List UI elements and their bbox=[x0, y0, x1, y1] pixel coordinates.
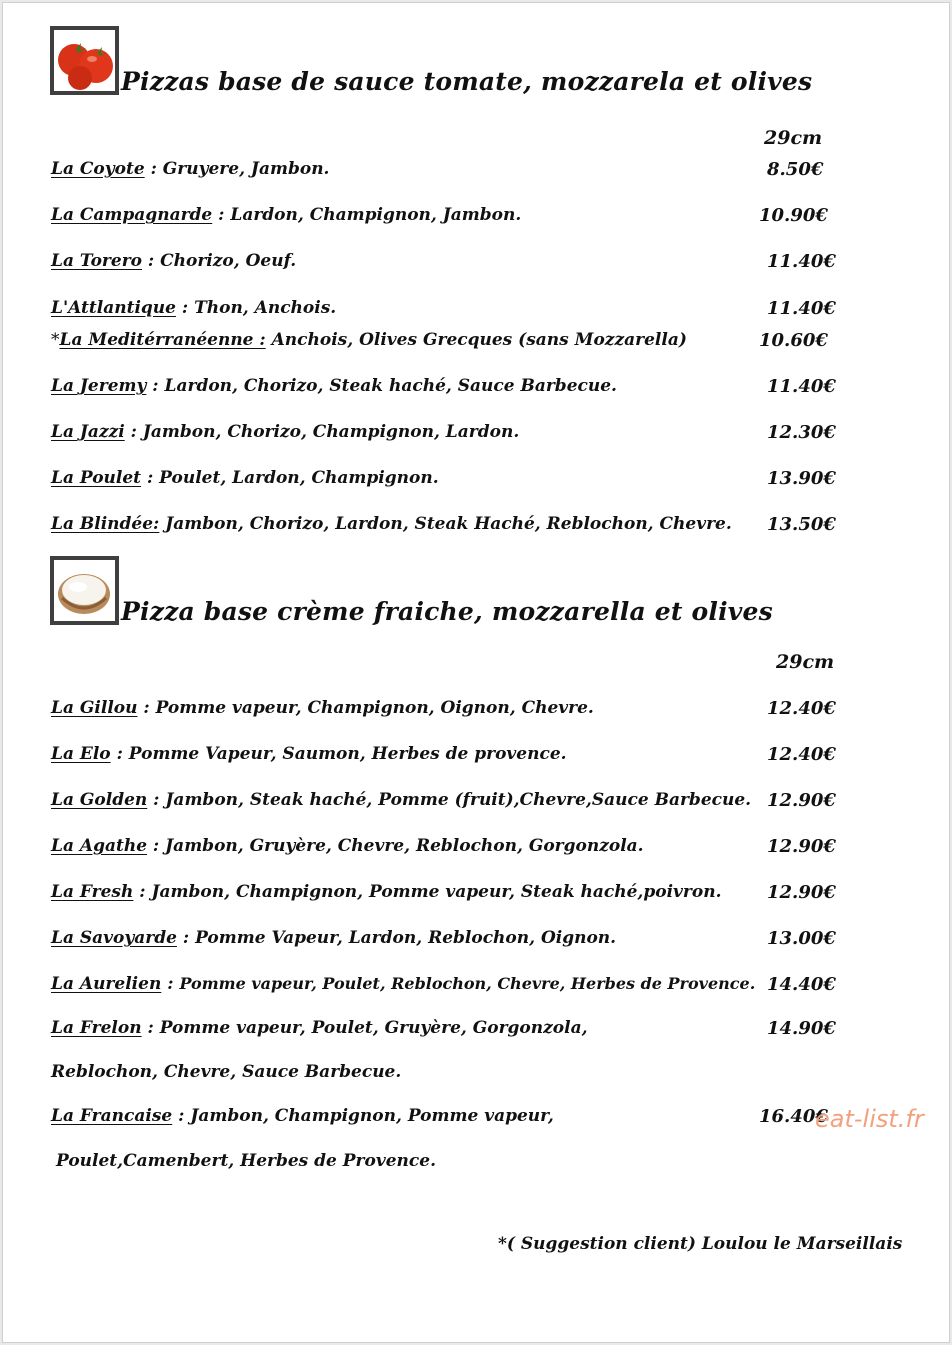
item-description: Gruyere, Jambon. bbox=[162, 159, 330, 179]
section-title-cream: Pizza base crème fraiche, mozzarella et olives bbox=[121, 597, 773, 626]
item-description: Jambon, Chorizo, Lardon, Steak Haché, Reblochon, Chevre. bbox=[165, 514, 732, 534]
item-description: Jambon, Gruyère, Chevre, Reblochon, Gorgonzola. bbox=[165, 836, 644, 856]
item-name: La Francaise bbox=[51, 1106, 173, 1126]
cream-bowl-icon bbox=[50, 556, 119, 625]
item-price: 14.40€ bbox=[767, 974, 836, 995]
item-description: Jambon, Chorizo, Champignon, Lardon. bbox=[142, 422, 520, 442]
item-description: Pomme Vapeur, Lardon, Reblochon, Oignon. bbox=[195, 928, 617, 948]
item-description: Poulet, Lardon, Champignon. bbox=[159, 468, 439, 488]
item-name: La Golden bbox=[51, 790, 148, 810]
menu-item: La Jeremy : Lardon, Chorizo, Steak haché, Sauce Barbecue. 11.40€ bbox=[51, 376, 836, 397]
item-name: La Savoyarde bbox=[51, 928, 177, 948]
item-name: La Gillou bbox=[51, 698, 138, 718]
item-description-continued: Reblochon, Chevre, Sauce Barbecue. bbox=[51, 1062, 402, 1082]
menu-item: La Gillou : Pomme vapeur, Champignon, Oignon, Chevre. 12.40€ bbox=[51, 698, 836, 719]
item-price: 12.90€ bbox=[767, 882, 836, 903]
menu-item: La Campagnarde : Lardon, Champignon, Jambon. 10.90€ bbox=[51, 205, 828, 226]
item-name: La Fresh bbox=[51, 882, 134, 902]
item-description: Thon, Anchois. bbox=[194, 298, 337, 318]
menu-page bbox=[2, 2, 950, 1343]
menu-item: La Fresh : Jambon, Champignon, Pomme vapeur, Steak haché,poivron. 12.90€ bbox=[51, 882, 836, 903]
item-price: 13.90€ bbox=[767, 468, 836, 489]
item-description: Lardon, Champignon, Jambon. bbox=[230, 205, 522, 225]
item-name: La Jeremy bbox=[51, 376, 147, 396]
item-name: La Frelon bbox=[51, 1018, 142, 1038]
item-price: 8.50€ bbox=[767, 159, 824, 180]
item-name: La Meditérranéenne : bbox=[59, 330, 266, 350]
item-name: La Poulet bbox=[51, 468, 142, 488]
menu-item: La Jazzi : Jambon, Chorizo, Champignon, Lardon. 12.30€ bbox=[51, 422, 836, 443]
size-label-cream: 29cm bbox=[776, 651, 835, 673]
item-name: La Jazzi bbox=[51, 422, 125, 442]
item-name: La Campagnarde bbox=[51, 205, 213, 225]
menu-item: La Aurelien : Pomme vapeur, Poulet, Reblochon, Chevre, Herbes de Provence. 14.40€ bbox=[51, 974, 836, 995]
item-price: 10.90€ bbox=[759, 205, 828, 226]
tomato-icon bbox=[50, 26, 119, 95]
item-price: 13.50€ bbox=[767, 514, 836, 535]
item-price: 10.60€ bbox=[759, 330, 828, 351]
item-name: La Elo bbox=[51, 744, 111, 764]
item-name: La Blindée: bbox=[51, 514, 160, 534]
item-price: 11.40€ bbox=[767, 298, 836, 319]
item-price: 12.40€ bbox=[767, 744, 836, 765]
item-price: 13.00€ bbox=[767, 928, 836, 949]
item-name: L'Attlantique bbox=[51, 298, 176, 318]
item-price: 12.30€ bbox=[767, 422, 836, 443]
size-label-tomato: 29cm bbox=[764, 127, 823, 149]
item-description: Pomme vapeur, Champignon, Oignon, Chevre. bbox=[155, 698, 594, 718]
menu-item: La Agathe : Jambon, Gruyère, Chevre, Reblochon, Gorgonzola. 12.90€ bbox=[51, 836, 836, 857]
item-price: 14.90€ bbox=[767, 1018, 836, 1039]
item-price: 12.90€ bbox=[767, 836, 836, 857]
menu-item: La Elo : Pomme Vapeur, Saumon, Herbes de provence. 12.40€ bbox=[51, 744, 836, 765]
menu-item: La Savoyarde : Pomme Vapeur, Lardon, Reblochon, Oignon. 13.00€ bbox=[51, 928, 836, 949]
item-description: Pomme Vapeur, Saumon, Herbes de provence. bbox=[128, 744, 567, 764]
menu-item: *La Meditérranéenne : Anchois, Olives Grecques (sans Mozzarella) 10.60€ bbox=[51, 330, 828, 351]
item-price: 16.40€ bbox=[759, 1106, 828, 1127]
item-description: Chorizo, Oeuf. bbox=[160, 251, 297, 271]
item-description: Pomme vapeur, Poulet, Reblochon, Chevre, Herbes de Provence. bbox=[179, 974, 756, 993]
item-price: 11.40€ bbox=[767, 251, 836, 272]
item-price: 12.40€ bbox=[767, 698, 836, 719]
footnote: *( Suggestion client) Loulou le Marseillais bbox=[498, 1234, 903, 1254]
item-description: Jambon, Champignon, Pomme vapeur, bbox=[190, 1106, 554, 1126]
watermark-text: eat-list.fr bbox=[815, 1105, 924, 1133]
item-description-continued: Poulet,Camenbert, Herbes de Provence. bbox=[56, 1151, 436, 1171]
menu-item: L'Attlantique : Thon, Anchois. 11.40€ bbox=[51, 298, 836, 319]
item-description: Anchois, Olives Grecques (sans Mozzarella) bbox=[271, 330, 687, 350]
item-description: Lardon, Chorizo, Steak haché, Sauce Barbecue. bbox=[164, 376, 617, 396]
menu-item: La Poulet : Poulet, Lardon, Champignon. 13.90€ bbox=[51, 468, 836, 489]
menu-item: La Francaise : Jambon, Champignon, Pomme vapeur, 16.40€ bbox=[51, 1106, 828, 1127]
item-price: 11.40€ bbox=[767, 376, 836, 397]
item-name: La Aurelien bbox=[51, 974, 162, 994]
section-title-tomato: Pizzas base de sauce tomate, mozzarela et olives bbox=[121, 67, 813, 96]
item-description: Pomme vapeur, Poulet, Gruyère, Gorgonzola, bbox=[159, 1018, 588, 1038]
menu-item: La Golden : Jambon, Steak haché, Pomme (fruit),Chevre,Sauce Barbecue. 12.90€ bbox=[51, 790, 836, 811]
menu-item: La Coyote : Gruyere, Jambon. 8.50€ bbox=[51, 159, 824, 180]
item-description: Jambon, Steak haché, Pomme (fruit),Chevre,Sauce Barbecue. bbox=[165, 790, 752, 810]
menu-item: La Torero : Chorizo, Oeuf. 11.40€ bbox=[51, 251, 836, 272]
item-name: La Coyote bbox=[51, 159, 145, 179]
menu-item: La Frelon : Pomme vapeur, Poulet, Gruyère, Gorgonzola, 14.90€ bbox=[51, 1018, 836, 1039]
item-name: La Agathe bbox=[51, 836, 148, 856]
item-name: La Torero bbox=[51, 251, 142, 271]
menu-item bbox=[51, 514, 841, 542]
item-price: 12.90€ bbox=[767, 790, 836, 811]
item-description: Jambon, Champignon, Pomme vapeur, Steak haché,poivron. bbox=[151, 882, 722, 902]
